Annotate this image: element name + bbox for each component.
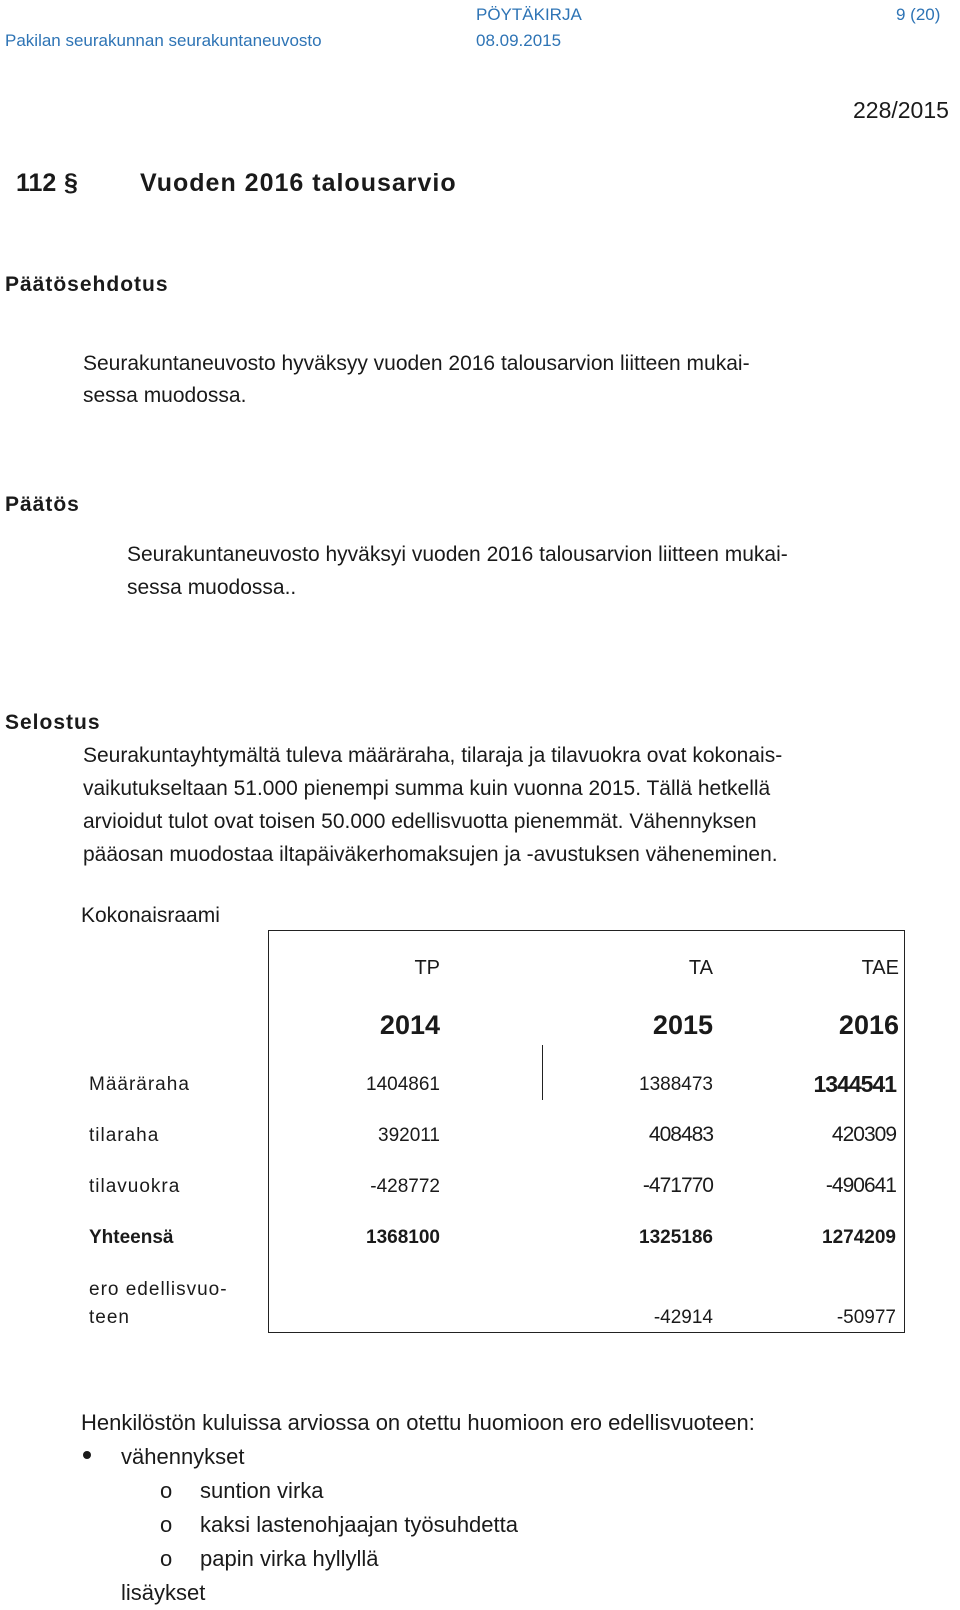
- organization-name: Pakilan seurakunnan seurakuntaneuvosto: [5, 31, 322, 50]
- explanation-text-line: vaikutukseltaan 51.000 pienempi summa kuin vuonna 2015. Tällä hetkellä: [83, 777, 771, 800]
- table-cell: 1274209: [822, 1227, 896, 1248]
- table-cell: 420309: [831, 1123, 896, 1146]
- table-cell: -50977: [836, 1307, 896, 1328]
- bullet-dot-icon: [83, 1451, 91, 1459]
- reference-number: 228/2015: [853, 97, 949, 123]
- staff-intro: Henkilöstön kuluissa arviossa on otettu huomioon ero edellisvuoteen:: [81, 1410, 755, 1435]
- section-symbol: §: [64, 169, 78, 197]
- table-cell: 1368100: [366, 1227, 440, 1248]
- col-header-type: TA: [688, 957, 713, 979]
- row-label: ero edellisvuo-: [89, 1279, 228, 1300]
- table-cell: 1325186: [639, 1227, 713, 1248]
- proposal-heading: Päätösehdotus: [5, 273, 169, 296]
- col-header-type: TP: [414, 957, 440, 979]
- list-item: vähennykset: [121, 1444, 245, 1469]
- table-title: Kokonaisraami: [81, 904, 220, 927]
- row-label: tilavuokra: [89, 1176, 181, 1197]
- proposal-text-line: Seurakuntaneuvosto hyväksyy vuoden 2016 talousarvion liitteen mukai-: [83, 352, 750, 375]
- sub-list-item: suntion virka: [200, 1478, 324, 1503]
- table-cell: -428772: [370, 1176, 440, 1197]
- list-item: lisäykset: [121, 1580, 206, 1605]
- table-cell: 408483: [648, 1123, 713, 1146]
- table-cell: 392011: [378, 1125, 440, 1146]
- table-cell: 1344541: [813, 1071, 896, 1097]
- row-label: Määräraha: [89, 1074, 190, 1095]
- col-header-year: 2016: [838, 1010, 899, 1040]
- table-cell: -42914: [653, 1307, 713, 1328]
- col-header-year: 2015: [652, 1010, 713, 1040]
- table-cell: -471770: [642, 1174, 713, 1197]
- section-title: Vuoden 2016 talousarvio: [140, 169, 457, 197]
- table-cell: 1388473: [639, 1074, 713, 1095]
- explanation-text-line: Seurakuntayhtymältä tuleva määräraha, tilaraja ja tilavuokra ovat kokonais-: [83, 744, 783, 767]
- row-label: Yhteensä: [89, 1227, 174, 1248]
- page-number: 9 (20): [896, 5, 941, 24]
- document-type: PÖYTÄKIRJA: [476, 5, 582, 24]
- sub-bullet-marker: o: [160, 1546, 173, 1571]
- proposal-text-line: sessa muodossa.: [83, 384, 247, 407]
- table-cell: -490641: [825, 1174, 896, 1197]
- sub-list-item: kaksi lastenohjaajan työsuhdetta: [200, 1512, 518, 1537]
- col-header-year: 2014: [379, 1010, 440, 1040]
- table-cell: 1404861: [366, 1074, 440, 1095]
- decision-text-line: Seurakuntaneuvosto hyväksyi vuoden 2016 talousarvion liitteen mukai-: [127, 543, 788, 566]
- col-header-type: TAE: [861, 957, 899, 979]
- explanation-text-line: pääosan muodostaa iltapäiväkerhomaksujen ja -avustuksen väheneminen.: [83, 843, 778, 866]
- sub-bullet-marker: o: [160, 1512, 173, 1537]
- section-number: 112: [16, 169, 57, 197]
- row-label: tilaraha: [89, 1125, 160, 1146]
- decision-text-line: sessa muodossa..: [127, 576, 297, 599]
- document-date: 08.09.2015: [476, 31, 562, 50]
- explanation-heading: Selostus: [5, 711, 101, 734]
- table-divider: [542, 1045, 543, 1100]
- row-label: teen: [89, 1307, 130, 1328]
- decision-heading: Päätös: [5, 493, 80, 516]
- explanation-text-line: arvioidut tulot ovat toisen 50.000 edellisvuotta pienemmät. Vähennyksen: [83, 810, 757, 833]
- sub-list-item: papin virka hyllyllä: [200, 1546, 379, 1571]
- sub-bullet-marker: o: [160, 1478, 173, 1503]
